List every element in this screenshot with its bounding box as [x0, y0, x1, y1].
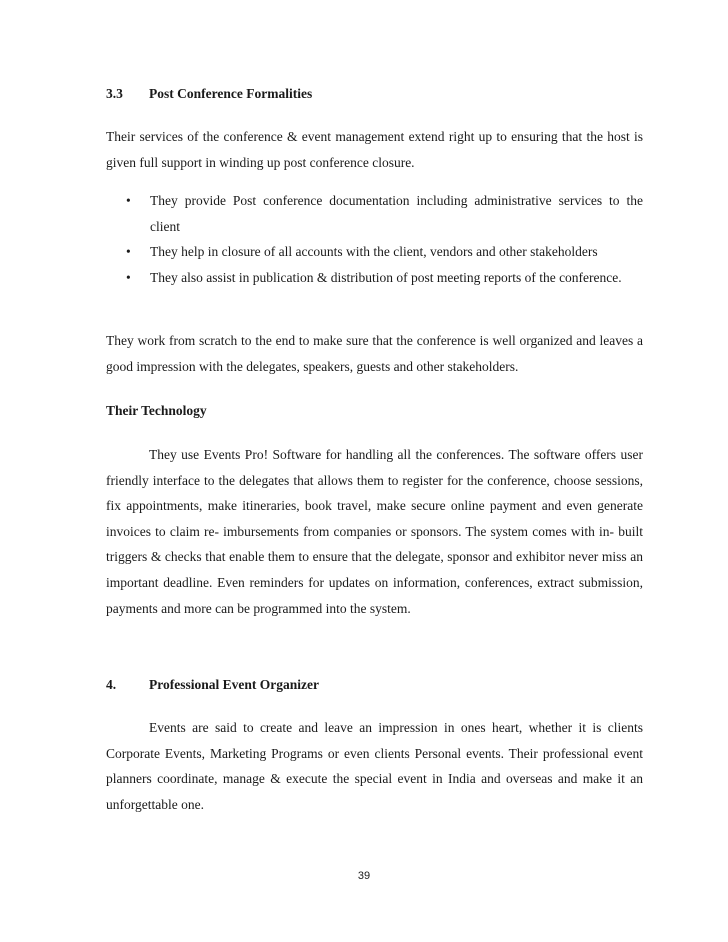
- bullet-text: They help in closure of all accounts with the client, vendors and other stakeholders: [150, 244, 598, 260]
- bullet-item: [106, 188, 643, 239]
- post-conference-bullet-list: [106, 188, 643, 290]
- bullet-item: [106, 239, 643, 265]
- technology-heading: Their Technology: [106, 403, 207, 418]
- section-3-3-title: Post Conference Formalities: [149, 86, 313, 101]
- technology-body: They use Events Pro! Software for handling all the conferences. The software offers user friendly interface to the delegates that allows them to register for the conference, choose sessions, fix appointments, make itineraries, book travel, make secure online payment and even generate invoices to claim re- imbursements from companies or sponsors. The system comes with in- built triggers & checks that enable them to ensure that the delegate, sponsor and exhibitor never miss an important deadline. Even reminders for updates on information, conferences, extract submission, payments and more can be programmed into the system.: [106, 447, 643, 616]
- bullet-item: [106, 265, 643, 291]
- bullet-dot-icon: •: [126, 269, 131, 285]
- section-3-3-closing: They work from scratch to the end to make sure that the conference is well organized and leaves a good impression with the delegates, speakers, guests and other stakeholders.: [106, 333, 643, 374]
- section-4-body: Events are said to create and leave an impression in ones heart, whether it is clients Corporate Events, Marketing Programs or even clients Personal events. Their professional event planners coordinate, manage & execute the special event in India and overseas and make it an unforgettable one.: [106, 720, 643, 812]
- bullet-text: They provide Post conference documentation including administrative services to the client: [150, 193, 643, 234]
- section-4-number: 4.: [106, 677, 117, 692]
- section-3-3-intro: Their services of the conference & event management extend right up to ensuring that the host is given full support in winding up post conference closure.: [106, 129, 643, 170]
- bullet-text: They also assist in publication & distribution of post meeting reports of the conference.: [150, 269, 622, 285]
- section-4-title: Professional Event Organizer: [149, 677, 319, 692]
- bullet-dot-icon: •: [126, 244, 131, 260]
- page-number: 39: [357, 870, 371, 882]
- section-3-3-number: 3.3: [106, 86, 123, 101]
- bullet-dot-icon: •: [126, 193, 131, 208]
